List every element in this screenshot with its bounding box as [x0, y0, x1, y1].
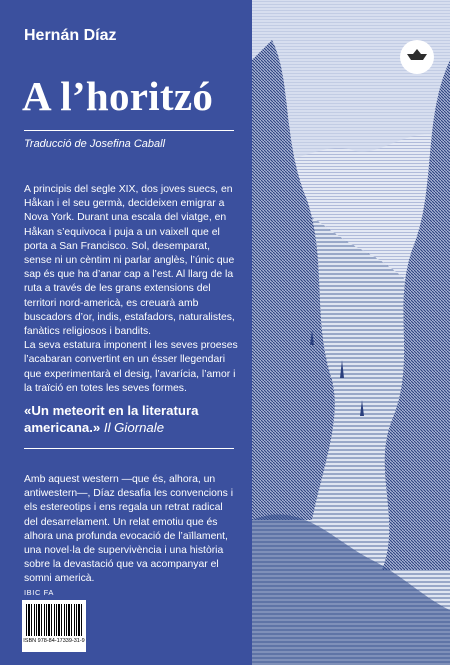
- canyon-engraving: [252, 0, 450, 665]
- paper-boat-icon: [400, 40, 434, 74]
- barcode-bars: [26, 604, 82, 636]
- translator-credit: Traducció de Josefina Caball: [24, 138, 166, 150]
- blurb-paragraph: Amb aquest western —que és, alhora, un antiwestern—, Díaz desafia les convencions i els estereotips i ens regala un retrat radical del desarrelament. Un relat emotiu que és alhora una profunda evocació de l’aïllament, una novel·la de supervivència i una història sobre la devastació que va acompanyar el somni americà.: [24, 474, 234, 585]
- publisher-logo: [400, 40, 434, 74]
- divider: [24, 448, 234, 449]
- book-title: A l’horitzó: [22, 73, 214, 119]
- synopsis-paragraph: La seva estatura imponent i les seves proeses l’acabaran convertint en un ésser llegendari que experimentarà el desig, l’avarícia, l’amor i la traïció en totes les seves formes.: [24, 340, 238, 394]
- blurb: [24, 473, 238, 587]
- synopsis: [24, 183, 238, 396]
- divider: [24, 130, 234, 131]
- press-quote-source: Il Giornale: [103, 420, 165, 435]
- isbn-number: ISBN 978-84-17339-31-9: [23, 638, 85, 644]
- isbn-barcode: [22, 600, 86, 652]
- synopsis-paragraph: A principis del segle XIX, dos joves suecs, en Håkan i el seu germà, decideixen emigrar a Nova York. Durant una escala del viatge, en Håkan s’equivoca i puja a un vaixell que el porta a San Francisco. Sol, desemparat, sense ni un cèntim ni parlar anglès, l’únic que sap és que ha d’anar cap a l’est. Al llarg de la ruta a través de les grans extensions del territori nord-americà, es creuarà amb buscadors d’or, indis, estafadors, naturalistes, fanàtics religiosos i bandits.: [24, 184, 235, 338]
- author-name: Hernán Díaz: [24, 27, 117, 44]
- press-quote-text: «Un meteorit en la literatura americana.»: [24, 403, 199, 435]
- press-quote: [24, 402, 238, 436]
- engraving-illustration: [252, 0, 450, 665]
- ibic-code: IBIC FA: [24, 588, 55, 597]
